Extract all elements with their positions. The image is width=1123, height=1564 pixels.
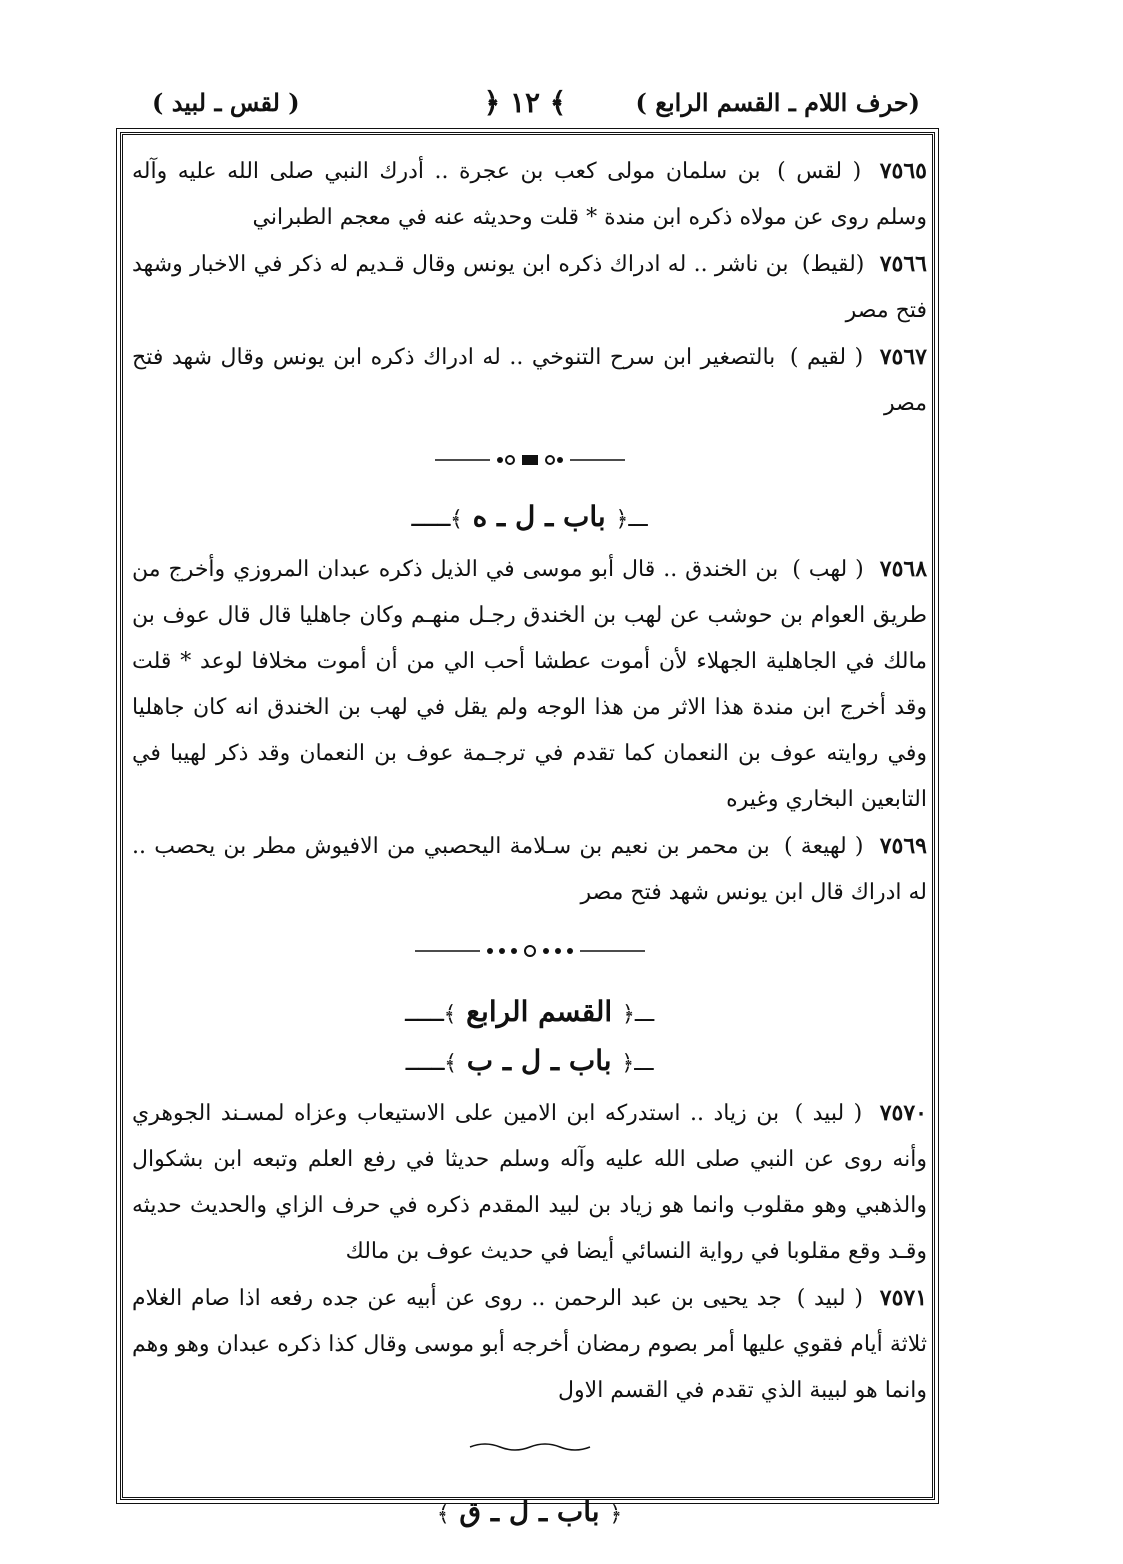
page-body: [132, 148, 927, 1541]
ornament-icon: [430, 450, 630, 470]
entry-7569: [132, 823, 927, 916]
entry-name: ( لبيد ): [796, 1286, 863, 1311]
section-heading-bab-lb: ـــ﴿ باب ـ ل ـ ب ﴾ـــ: [132, 1041, 927, 1084]
running-title: (حرف اللام ـ القسم الرابع ): [635, 88, 920, 117]
ornament-icon: ﴾: [436, 1502, 450, 1527]
entry-7568: [132, 546, 927, 823]
entry-text: بن سلمان مولى كعب بن عجرة .. أدرك النبي صلى الله عليه وآله وسلم روى عن مولاه ذكره ابن مندة * قلت وحديثه عنه في معجم الطبراني: [132, 159, 927, 230]
ornamental-divider: [132, 932, 927, 972]
entry-name: ( لبيد ): [794, 1101, 863, 1126]
entry-number: ٧٥٦٦: [879, 251, 927, 277]
ornament-icon: [465, 1437, 595, 1457]
entry-text: بن الخندق .. قال أبو موسى في الذيل ذكره عبدان المروزي وأخرج من طريق العوام بن حوشب عن لهب بن الخندق رجـل منهـم وكان جاهليا قال قال عوف بن مالك في الجاهلية الجهلاء لأن أموت عطشا أحب الي من أن أموت مخلافا لوعد * قلت وقد أخرج ابن مندة هذا الاثر من هذا الوجه ولم يقل في لهب بن الخندق انه كان جاهليا وفي روايته عوف بن النعمان كما تقدم في ترجـمة عوف بن النعمان وقد ذكر لهيبا في التابعين البخاري وغيره: [132, 557, 927, 812]
section-heading-qism-4: ـــ﴿ القسم الرابع ﴾ـــ: [132, 992, 927, 1035]
entry-text: بن زياد .. استدركه ابن الامين على الاستيعاب وعزاه لمسـند الجوهري وأنه روى عن النبي صلى الله عليه وآله وسلم حديثا في رفع العلم وتبعه ابن بشكوال والذهبي وهو مقلوب وانما هو زياد بن لبيد المقدم ذكره في حرف الزاي والحديث حديثه وقـد وقع مقلوبا في رواية النسائي أيضا في حديث عوف بن مالك: [132, 1101, 927, 1264]
entry-7565: [132, 148, 927, 241]
ornament-icon: ـــ﴿: [615, 507, 648, 532]
entry-text: جد يحيى بن عبد الرحمن .. روى عن أبيه عن جده رفعه اذا صام الغلام ثلاثة أيام فقوي عليها أمر بصوم رمضان أخرجه أبو موسى وقال كذا ذكره عبدان وهو وهم وانما هو لبيبة الذي تقدم في القسم الاول: [132, 1286, 927, 1403]
entry-7567: [132, 334, 927, 427]
entry-text: بن ناشر .. له ادراك ذكره ابن يونس وقال قـديم له ذكر في الاخبار وشهد فتح مصر: [132, 252, 927, 323]
ornamental-divider: [132, 441, 927, 481]
entry-text: بن محمر بن نعيم بن سـلامة اليحصبي من الافيوش مطر بن يحصب .. له ادراك قال ابن يونس شهد فتح مصر: [132, 834, 927, 905]
entry-name: ( لهيعة ): [784, 834, 864, 859]
ornament-icon: ـــ﴿: [621, 1051, 654, 1076]
section-heading-bab-lq: ﴿ باب ـ ل ـ ق ﴾: [132, 1492, 927, 1535]
page-number: ﴿ ١٢ ﴾: [483, 86, 567, 119]
ornamental-divider: [132, 1428, 927, 1468]
ornament-icon: ﴾ـــ: [411, 507, 463, 532]
entry-name: (لقيط): [801, 252, 865, 277]
page-header: [130, 88, 920, 128]
entry-number: ٧٥٧٠: [879, 1100, 927, 1126]
entry-number: ٧٥٦٧: [879, 344, 927, 370]
entry-7571: [132, 1275, 927, 1414]
ornament-icon: ﴿: [609, 1502, 623, 1527]
entry-name: ( لهب ): [792, 557, 864, 582]
section-heading-bab-lh: ـــ﴿ باب ـ ل ـ ه ﴾ـــ: [132, 497, 927, 540]
entry-name: ( لقيم ): [789, 345, 864, 370]
entry-text: بالتصغير ابن سرح التنوخي .. له ادراك ذكره ابن يونس وقال شهد فتح مصر: [132, 345, 927, 416]
entry-number: ٧٥٧١: [879, 1285, 928, 1311]
ornament-icon: ـــ﴿: [621, 1002, 655, 1027]
entry-7566: [132, 241, 927, 334]
entry-number: ٧٥٦٩: [879, 833, 927, 859]
ornament-icon: ﴾ـــ: [404, 1002, 457, 1027]
entry-name: ( لقس ): [777, 159, 862, 184]
entry-number: ٧٥٦٨: [879, 556, 928, 582]
ornament-icon: [410, 941, 650, 961]
ornament-icon: ﴾ـــ: [405, 1051, 458, 1076]
entry-7570: [132, 1090, 927, 1275]
entry-number: ٧٥٦٥: [879, 158, 927, 184]
entry-range: ( لقس ـ لبيد ): [152, 88, 300, 117]
